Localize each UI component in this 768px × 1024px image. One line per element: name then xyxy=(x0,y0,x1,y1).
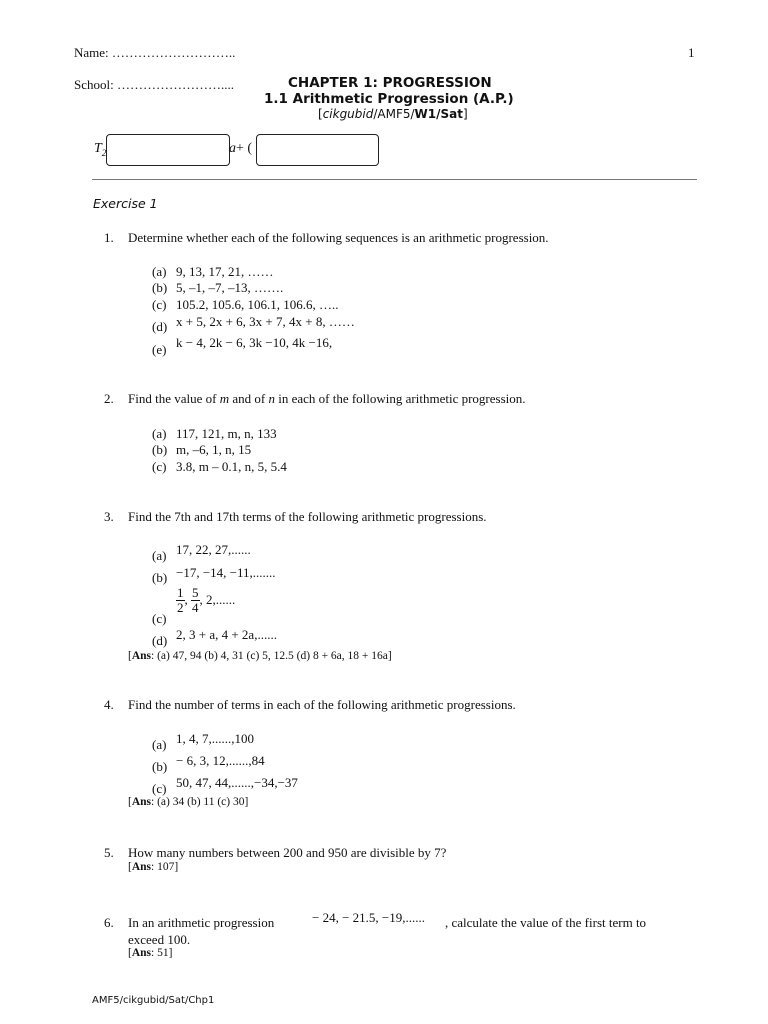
q1e-label: (e) xyxy=(152,342,167,357)
q3b-label: (b) xyxy=(152,570,168,585)
q3-number: 3. xyxy=(104,509,114,524)
q6-sequence: − 24, − 21.5, −19,...... xyxy=(312,910,425,925)
formula-left: $T_2$ xyxy=(94,141,107,158)
q2c-label: (c) xyxy=(152,459,167,474)
q2b-label: (b) xyxy=(152,442,168,457)
formula-box-2 xyxy=(256,134,379,166)
name-dots: ……………………….. xyxy=(111,45,236,60)
q3a-label: (a) xyxy=(152,548,167,563)
q5-number: 5. xyxy=(104,845,114,860)
q2-number: 2. xyxy=(104,391,114,406)
school-dots: …………………….... xyxy=(116,77,234,92)
q1b-label: (b) xyxy=(152,280,168,295)
q6-text-line2: exceed 100. xyxy=(128,932,191,947)
fraction-one-half: $\frac{1}{2}$ xyxy=(177,585,184,615)
q4c-value: 50, 47, 44,......,−34,−37 xyxy=(176,775,298,790)
q1c-label: (c) xyxy=(152,297,167,312)
divider xyxy=(92,179,697,180)
q4-text: Find the number of terms in each of the following arithmetic progressions. xyxy=(128,697,516,712)
source-tag: [cikgubid/AMF5/W1/Sat] xyxy=(318,107,468,121)
footer: AMF5/cikgubid/Sat/Chp1 xyxy=(92,995,215,1006)
q3c-value: $\frac{1}{2}$ , $\frac{5}{4}$ , 2,...... xyxy=(177,585,236,615)
q3d-value: 2, 3 + a, 4 + 2a,...... xyxy=(176,627,277,642)
q2c-value: 3.8, m – 0.1, n, 5, 5.4 xyxy=(176,459,287,474)
q1a-value: 9, 13, 17, 21, …… xyxy=(176,264,274,279)
q3c-label: (c) xyxy=(152,611,167,626)
q6-text-before: In an arithmetic progression xyxy=(128,915,275,930)
exercise-title: Exercise 1 xyxy=(93,196,158,211)
formula-middle: a+ ( xyxy=(229,141,253,156)
q3a-value: 17, 22, 27,...... xyxy=(176,542,251,557)
q6-text-after: , calculate the value of the first term to xyxy=(445,915,647,930)
name-label: Name: xyxy=(74,45,109,60)
q2-text: Find the value of m and of n in each of the following arithmetic progression. xyxy=(128,391,526,406)
section-title: 1.1 Arithmetic Progression (A.P.) xyxy=(264,91,514,107)
formula-box-1 xyxy=(106,134,230,166)
q1-number: 1. xyxy=(104,230,114,245)
q1d-value: x + 5, 2x + 6, 3x + 7, 4x + 8, …… xyxy=(176,314,355,329)
q1a-label: (a) xyxy=(152,264,167,279)
q1b-value: 5, –1, –7, –13, ……. xyxy=(176,280,284,295)
q1d-label: (d) xyxy=(152,319,168,334)
q2a-label: (a) xyxy=(152,426,167,441)
q4b-label: (b) xyxy=(152,759,168,774)
q4-number: 4. xyxy=(104,697,114,712)
q1e-value: k − 4, 2k − 6, 3k −10, 4k −16, xyxy=(176,335,333,350)
q3-text: Find the 7th and 17th terms of the following arithmetic progressions. xyxy=(128,509,487,524)
q4a-value: 1, 4, 7,......,100 xyxy=(176,731,254,746)
name-line xyxy=(74,45,235,61)
page-number: 1 xyxy=(688,45,695,60)
chapter-title: CHAPTER 1: PROGRESSION xyxy=(288,75,492,91)
school-label: School: xyxy=(74,77,114,92)
q4-answer: [Ans: (a) 34 (b) 11 (c) 30] xyxy=(128,796,249,808)
q4a-label: (a) xyxy=(152,737,167,752)
school-line xyxy=(74,77,234,93)
q6-answer: [Ans: 51] xyxy=(128,947,173,959)
q3-answer: [Ans: (a) 47, 94 (b) 4, 31 (c) 5, 12.5 (d) 8 + 6a, 18 + 16a] xyxy=(128,650,392,662)
q3d-label: (d) xyxy=(152,633,168,648)
q5-text: How many numbers between 200 and 950 are divisible by 7? xyxy=(128,845,447,860)
source-author: cikgubid xyxy=(322,107,374,121)
q2b-value: m, –6, 1, n, 15 xyxy=(176,442,252,457)
q5-answer: [Ans: 107] xyxy=(128,861,179,873)
q3b-value: −17, −14, −11,....... xyxy=(176,565,276,580)
q2a-value: 117, 121, m, n, 133 xyxy=(176,426,277,441)
fraction-five-quarters: $\frac{5}{4}$ xyxy=(192,585,199,615)
q4b-value: − 6, 3, 12,......,84 xyxy=(176,753,265,768)
q6-number: 6. xyxy=(104,915,114,930)
source-week: W1/Sat xyxy=(414,107,463,121)
q1-text: Determine whether each of the following sequences is an arithmetic progression. xyxy=(128,230,549,245)
q4c-label: (c) xyxy=(152,781,167,796)
q1c-value: 105.2, 105.6, 106.1, 106.6, ….. xyxy=(176,297,339,312)
